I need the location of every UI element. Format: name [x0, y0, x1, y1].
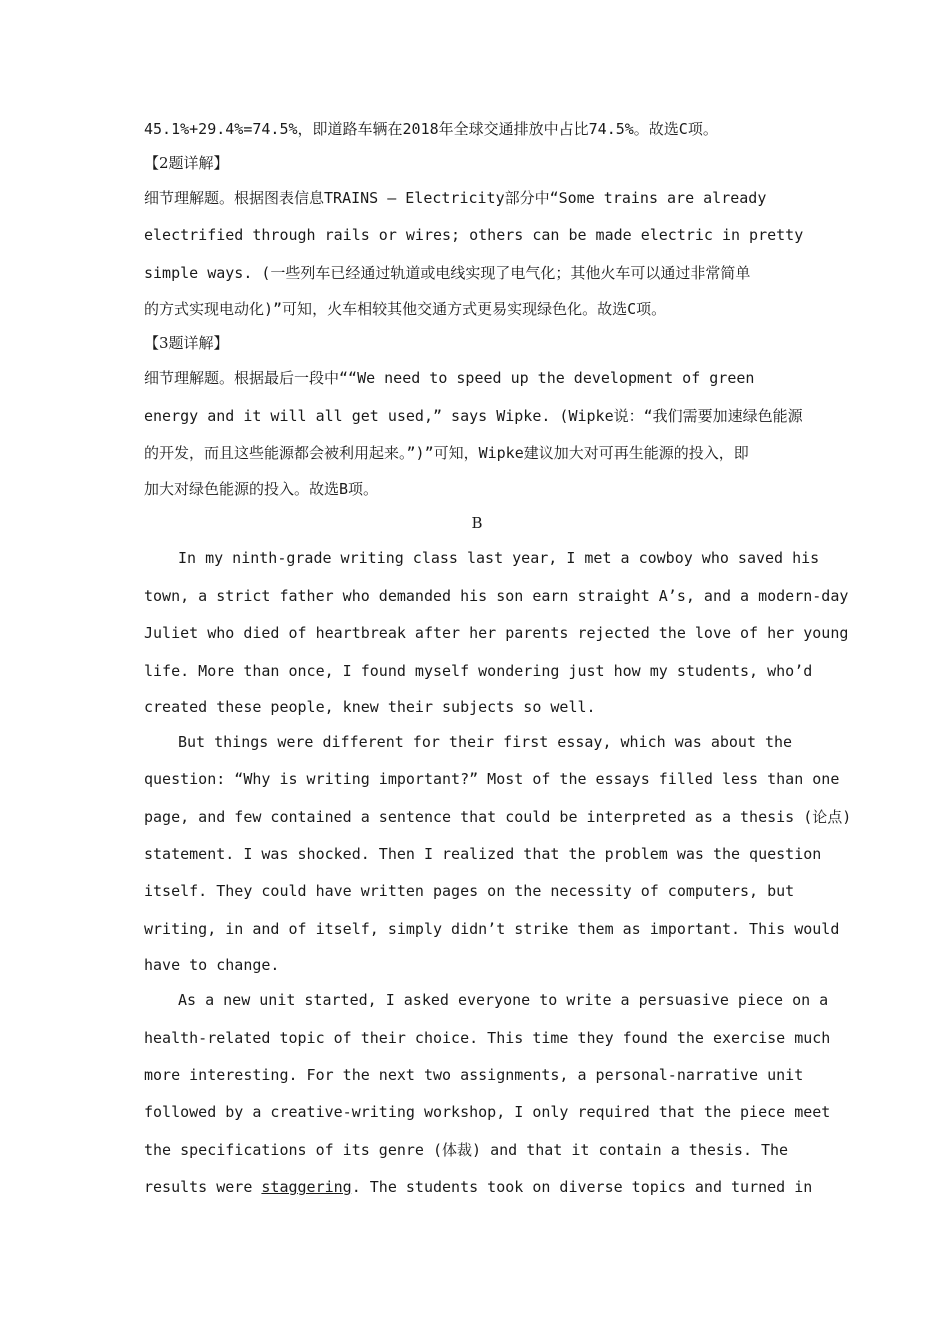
paragraph-1-line: life. More than once, I found myself wondering just how my students, who’d: [144, 661, 813, 680]
explanation-line: electrified through rails or wires; others can be made electric in pretty: [144, 226, 804, 245]
paragraph-2-line: statement. I was shocked. Then I realized that the problem was the question: [144, 845, 822, 864]
paragraph-1-line: town, a strict father who demanded his son earn straight A’s, and a modern-day: [144, 586, 849, 605]
paragraph-2-line: have to change.: [144, 956, 280, 975]
paragraph-3-line: [144, 1169, 813, 1206]
document-page: [144, 112, 852, 1207]
explanation-line: 细节理解题。根据图表信息TRAINS — Electricity部分中“Some trains are already: [144, 189, 767, 207]
paragraph-1-line: Juliet who died of heartbreak after her parents rejected the love of her young: [144, 624, 849, 643]
paragraph-3-line: As a new unit started, I asked everyone to write a persuasive piece on a: [178, 991, 829, 1010]
paragraph-3-line: health-related topic of their choice. This time they found the exercise much: [144, 1028, 831, 1047]
paragraph-1-line: created these people, knew their subjects so well.: [144, 697, 596, 716]
paragraph-3-line: followed by a creative-writing workshop, I only required that the piece meet: [144, 1103, 831, 1122]
explanation-line: 加大对绿色能源的投入。故选B项。: [144, 480, 379, 499]
paragraph-3-line: more interesting. For the next two assignments, a personal-narrative unit: [144, 1066, 804, 1085]
explanation-line: energy and it will all get used,” says Wipke. (Wipke说：“我们需要加速绿色能源: [144, 406, 803, 425]
paragraph-2-line: itself. They could have written pages on the necessity of computers, but: [144, 882, 795, 901]
underlined-word: staggering: [261, 1178, 352, 1197]
explanation-line: 细节理解题。根据最后一段中““We need to speed up the development of green: [144, 369, 755, 388]
explanation-line: 的开发，而且这些能源都会被利用起来。”)”可知，Wipke建议加大对可再生能源的投入，即: [144, 443, 749, 462]
passage-title: B: [471, 514, 483, 533]
explanation-line: simple ways. (一些列车已经通过轨道或电线实现了电气化；其他火车可以通过非常简单: [144, 263, 751, 282]
paragraph-2-line: writing, in and of itself, simply didn’t strike them as important. This would: [144, 919, 840, 938]
question-2-heading: 【2题详解】: [144, 154, 229, 172]
paragraph-2-line: page, and few contained a sentence that could be interpreted as a thesis (论点): [144, 807, 852, 826]
paragraph-1-line: In my ninth-grade writing class last year, I met a cowboy who saved his: [178, 549, 820, 568]
paragraph-2-line: But things were different for their first essay, which was about the: [178, 732, 793, 751]
line-text-before: results were: [144, 1178, 262, 1197]
paragraph-2-line: question: “Why is writing important?” Most of the essays filled less than one: [144, 770, 840, 789]
line-text-after: . The students took on diverse topics and turned in: [351, 1178, 813, 1197]
answer-line: 45.1%+29.4%=74.5%，即道路车辆在2018年全球交通排放中占比74.5%。故选C项。: [144, 120, 718, 138]
question-3-heading: 【3题详解】: [144, 334, 229, 353]
explanation-line: 的方式实现电动化)”可知，火车相较其他交通方式更易实现绿色化。故选C项。: [144, 300, 667, 319]
paragraph-3-line: the specifications of its genre (体裁) and that it contain a thesis. The: [144, 1140, 789, 1159]
